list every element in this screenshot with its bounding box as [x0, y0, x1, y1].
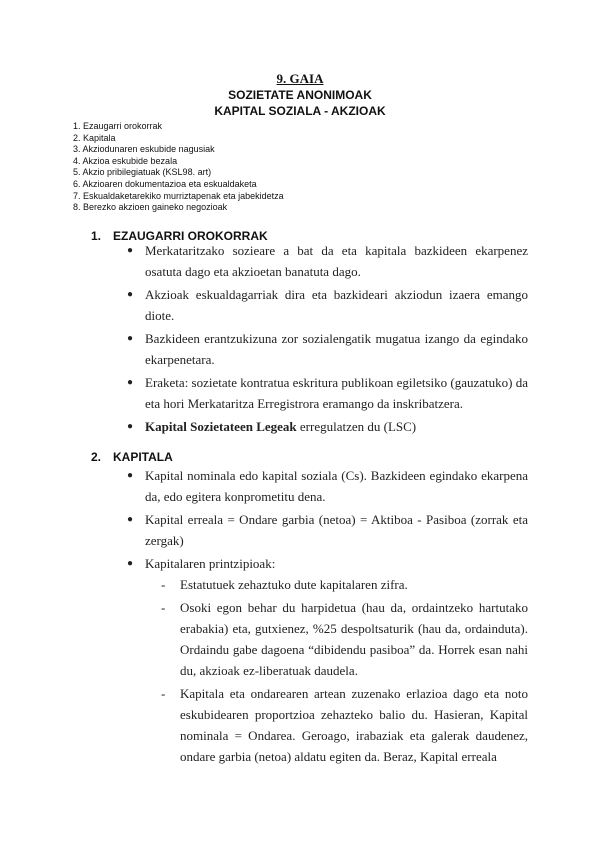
toc-item: 3. Akziodunaren eskubide nagusiak [73, 144, 215, 155]
bullet-icon: ● [127, 377, 134, 388]
list-item [120, 240, 528, 282]
toc-item: 5. Akzio pribilegiatuak (KSL98. art) [73, 167, 212, 178]
list-item [120, 372, 528, 414]
section-2-bullets [120, 465, 528, 769]
bullet-text: Merkataritzako sozieare a bat da eta kapitala bazkideen ekarpenez osatuta dago eta akzioetan banatuta dago. [145, 243, 528, 279]
bullet-text: Kapital nominala edo kapital soziala (Cs). Bazkideen egindako ekarpena da, edo egitera konprometitu dena. [145, 468, 528, 504]
toc-item: 4. Akzioa eskubide bezala [73, 155, 178, 166]
section-2-heading [91, 450, 173, 464]
list-item [120, 553, 528, 767]
bullet-icon: ● [127, 289, 134, 300]
section-1-title: EZAUGARRI OROKORRAK [113, 229, 268, 243]
principles-list [145, 574, 528, 767]
list-item [145, 597, 528, 681]
toc-item: 8. Berezko akzioen gaineko negozioak [73, 202, 228, 213]
bullet-icon: ● [127, 333, 134, 344]
bullet-text: Kapital erreala = Ondare garbia (netoa) = Aktiboa - Pasiboa (zorrak eta zergak) [145, 512, 528, 548]
toc-item: 1. Ezaugarri orokorrak [73, 121, 163, 131]
title-block [0, 71, 600, 119]
principle-text: Estatutuek zehaztuko dute kapitalaren zifra. [180, 577, 408, 592]
bullet-text: Akzioak eskualdagarriak dira eta bazkideari akziodun izaera emango diote. [145, 287, 528, 323]
bullet-icon: ● [127, 245, 134, 256]
bullet-text: Bazkideen erantzukizuna zor sozialengatik mugatua izango da egindako ekarpenetara. [145, 331, 528, 367]
chapter-subtitle-2: KAPITAL SOZIALA - AKZIOAK [214, 104, 386, 118]
dash-icon: - [161, 600, 166, 615]
list-item [145, 574, 528, 595]
toc-item: 6. Akzioaren dokumentazioa eta eskualdaketa [73, 178, 257, 189]
principle-text: Kapitala eta ondarearen artean zuzenako erlazioa dago eta noto eskubidearen proportzioa zehazteko balio du. Hasieran, Kapital nominala = Ondarea. Geroago, irabaziak eta galerak daudenez, ondare garbia (netoa) aldatu egiten da. Beraz, Kapital erreala [180, 686, 528, 764]
toc-item: 2. Kapitala [73, 132, 116, 143]
bullet-text: Eraketa: sozietate kontratua eskritura publikoan egiletsiko (gauzatuko) da eta hori Merkataritza Erregistrora eramango da inskribatzera. [145, 375, 528, 411]
bullet-icon: ● [127, 421, 134, 432]
dash-icon: - [161, 577, 166, 592]
toc-item: 7. Eskualdaketarekiko murriztapenak eta jabekidetza [73, 190, 284, 201]
list-item [120, 416, 528, 437]
bullet-icon: ● [127, 514, 134, 525]
bullet-icon: ● [127, 470, 134, 481]
section-2-number: 2. [91, 450, 102, 464]
principle-text: Osoki egon behar du harpidetua (hau da, ordaintzeko hartutako erabakia) eta, gutxienez, %25 despoltsaturik (hau da, ordainduta). Ordaindu gabe dagoena “dibidendu pasiboa” da. Horrek esan nahi du, akzioak ez-liberatuak daudela. [180, 600, 528, 678]
chapter-title: 9. GAIA [276, 71, 324, 86]
list-item [145, 683, 528, 767]
list-item [120, 328, 528, 370]
chapter-subtitle-1: SOZIETATE ANONIMOAK [228, 88, 372, 102]
section-1-number: 1. [91, 229, 102, 243]
bullet-text: Kapitalaren printzipioak: [145, 556, 276, 571]
bullet-bold-text: Kapital Sozietateen Legeak [145, 419, 297, 434]
list-item [120, 284, 528, 326]
bullet-text: erregulatzen du (LSC) [296, 419, 417, 434]
list-item [120, 465, 528, 507]
table-of-contents [73, 121, 284, 214]
dash-icon: - [161, 686, 166, 701]
section-2-title: KAPITALA [113, 450, 173, 464]
section-1-bullets [120, 240, 528, 439]
list-item [120, 509, 528, 551]
bullet-icon: ● [127, 558, 134, 569]
